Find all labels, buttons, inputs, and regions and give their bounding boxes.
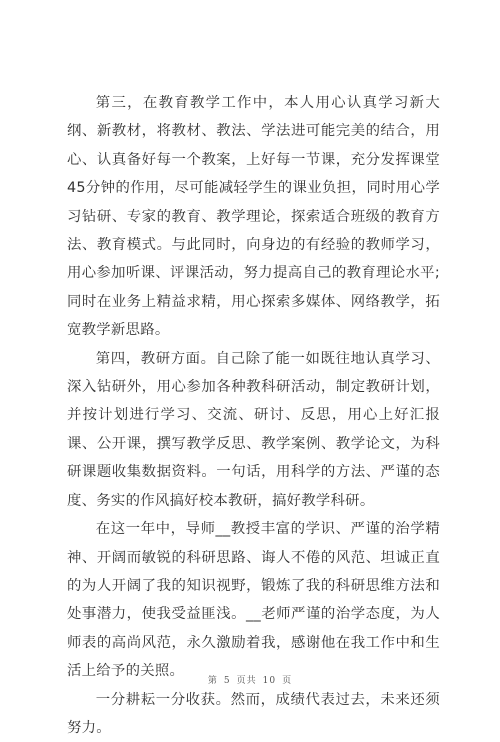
paragraph-third-point: 第三，在教育教学工作中，本人用心认真学习新大纲、新教材，将教材、教法、学法进可能完美的结合，用心、认真备好每一个教案，上好每一节课，充分发挥课堂45分钟的作用，尽可能减轻学生的课业负担，同时用心学习钻研、专家的教育、教学理论，探索适合班级的教育方法、教育模式。与此同时，向身边的有经验的教师学习，用心参加听课、评课活动，努力提高自己的教育理论水平;同时在业务上精益求精，用心探索多媒体、网络教学，拓宽教学新思路。 bbox=[67, 95, 440, 339]
paragraph-conclusion: 一分耕耘一分收获。然而，成绩代表过去，未来还须努力。 bbox=[67, 691, 440, 736]
footer-current-page: 5 bbox=[223, 676, 231, 686]
footer-mid: 页共 bbox=[236, 676, 257, 686]
paragraph-mentor-thanks: 在这一年中，导师__教授丰富的学识、严谨的治学精神、开阔而敏锐的科研思路、诲人不倦的风范、坦诚正直的为人开阔了我的知识视野，锻炼了我的科研思维方法和处事潜力，使我受益匪浅。__老师严谨的治学态度，为人师表的高尚风范，永久激励着我，感谢他在我工作中和生活上给予的关照。 bbox=[67, 521, 440, 680]
footer-suffix: 页 bbox=[282, 676, 293, 686]
paragraph-fourth-point: 第四，教研方面。自己除了能一如既往地认真学习、深入钻研外，用心参加各种教科研活动，制定教研计划，并按计划进行学习、交流、研讨、反思，用心上好汇报课、公开课，撰写教学反思、教学案例、教学论文，为科研课题收集数据资料。一句话，用科学的方法、严谨的态度、务实的作风搞好校本教研，搞好教学科研。 bbox=[67, 350, 440, 509]
document-body bbox=[67, 89, 440, 742]
footer-prefix: 第 bbox=[207, 676, 218, 686]
page-footer bbox=[0, 673, 500, 686]
footer-total-pages: 10 bbox=[262, 676, 277, 686]
